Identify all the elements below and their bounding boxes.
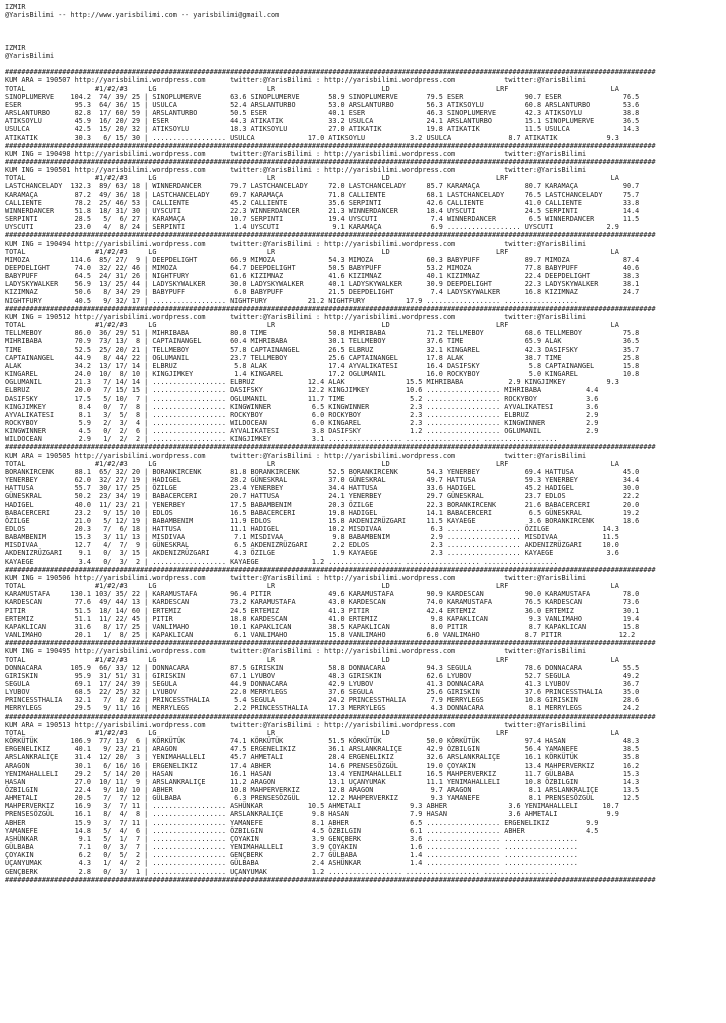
table-row: SERPINTI 28.5 5/ 6/ 27 | KARAMAÇA 10.7 SERPINTI 19.4 UYSCUTI 7.4 WINNERDANCER 6.5 WINNERDANCER 11.5 — [5, 215, 640, 224]
table-row: SINOPLUMERVE 104.2 74/ 39/ 25 | SINOPLUMERVE 63.6 SINOPLUMERVE 58.9 SINOPLUMERVE 79.5 ESER 90.7 ESER 76.5 — [5, 92, 640, 101]
race-meta-line: KUM ING = 190501 http://yarisbilimi.wordpress.com twitter:@YarisBilimi : http://yarisbilimi.wordpress.com twitter:@YarisBilimi — [5, 166, 587, 175]
table-row: PITIR 51.5 18/ 14/ 60 | ERTEMIZ 24.5 ERTEMIZ 41.3 PITIR 42.4 ERTEMIZ 36.0 ERTEMIZ 30.1 — [5, 606, 640, 615]
table-row: TIME 52.5 25/ 20/ 21 | TELLMEBOY 57.8 CAPTAINANGEL 26.5 ELBRUZ 32.1 KINGAREL 42.3 DASIFSKY 35.7 — [5, 345, 640, 354]
table-row: ÖZILGE 21.0 5/ 12/ 19 | BABAMBENIM 11.9 EDLOS 15.8 AKDENIZRÜZGARI 11.5 KAYAEGE 3.6 BORANKIRCENK 18.6 — [5, 516, 640, 525]
separator-line: ############################################################################################################################################################### — [5, 875, 656, 884]
table-row: DEEPDELIGHT 74.0 32/ 22/ 46 | MIMOZA 64.7 DEEPDELIGHT 50.5 BABYPUFF 53.2 MIMOZA 77.8 BABYPUFF 40.6 — [5, 264, 640, 272]
separator-line: ############################################################################################################################################################### — [5, 68, 656, 77]
table-row: HADIGEL 40.0 11/ 23/ 21 | YENERBEY 17.5 BABAMBENIM 20.3 ÖZILGE 22.3 BORANKIRCENK 21.6 BABACERCERI 20.0 — [5, 500, 640, 509]
table-row: GÜNESKRAL 50.2 23/ 34/ 19 | BABACERCERI 20.7 HATTUSA 24.1 YENERBEY 29.7 GÜNESKRAL 23.7 EDLOS 22.2 — [5, 492, 640, 501]
table-row: KINGAREL 24.0 10/ 8/ 10 | KINGJIMKEY 1.4 KINGAREL 17.2 OGLUMANIL 16.0 ROCKYBOY 5.0 KINGAREL 10.8 — [5, 370, 640, 379]
table-row: KIZIMNAZ 50.6 8/ 34/ 29 | BABYPUFF 6.0 BABYPUFF 21.5 DEEPDELIGHT 7.4 LADYSKYWALKER 16.8 KIZIMNAZ 24.7 — [5, 288, 640, 297]
separator-line: ############################################################################################################################################################### — [5, 304, 656, 313]
table-row: YENERBEY 62.0 32/ 27/ 19 | HADIGEL 28.2 GÜNESKRAL 37.0 GÜNESKRAL 49.7 HATTUSA 59.3 YENERBEY 34.4 — [5, 476, 640, 485]
table-row: GÜLBABA 7.1 0/ 3/ 7 | .................. YENIMAHALLELI 3.9 ÇOYAKIN 1.6 .................. .................. — [5, 843, 578, 852]
table-row: NIGHTFURY 40.5 9/ 32/ 17 | .................. NIGHTFURY 21.2 NIGHTFURY 17.9 .................. .................. — [5, 296, 578, 305]
table-row: KARAMUSTAFA 130.1 103/ 35/ 22 | KARAMUSTAFA 96.4 PITIR 49.6 KARAMUSTAFA 90.9 KARDESCAN 90.0 KARAMUSTAFA 78.0 — [5, 590, 640, 599]
table-row: ARSLANKRALIÇE 31.4 12/ 20/ 3 | YENIMAHALLELI 45.7 AHMETALI 28.4 ERGENELIKIZ 32.6 ARSLANKRALIÇE 16.1 KÖRKÜTÜK 35.8 — [5, 753, 640, 762]
table-row: KINGJIMKEY 8.4 0/ 7/ 8 | .................. KINGWINNER 6.5 KINGWINNER 2.3 .................. AYVALIKATESI 3.6 — [5, 402, 599, 411]
table-row: ROCKYBOY 5.9 2/ 3/ 4 | .................. WILDOCEAN 6.0 KINGAREL 2.3 .................. KINGWINNER 2.9 — [5, 418, 599, 427]
table-row: ARAGON 30.1 6/ 16/ 16 | ERGENELIKIZ 17.4 ABHER 14.6 PRENSESÖZGÜL 19.0 ÇOYAKIN 13.4 MAHPERVERKIZ 16.2 — [5, 761, 640, 770]
race-meta-line: KUM ARA = 190507 http://yarisbilimi.wordpress.com twitter:@YarisBilimi : http://yarisbilimi.wordpress.com twitter:@YarisBilimi — [5, 76, 587, 85]
table-row: MIHRIBABA 70.9 73/ 13/ 8 | CAPTAINANGEL 60.4 MIHRIBABA 30.1 TELLMEBOY 37.6 TIME 65.9 ALAK 36.5 — [5, 337, 640, 346]
table-header-row: TOTAL #1/#2/#3 LG LR LD LRF LA — [5, 459, 619, 468]
table-row: MIMOZA 114.6 85/ 27/ 9 | DEEPDELIGHT 66.9 MIMOZA 54.3 MIMOZA 60.3 BABYPUFF 89.7 MIMOZA 87.4 — [5, 255, 640, 264]
table-row: WILDOCEAN 2.9 1/ 2/ 2 | .................. KINGJIMKEY 3.1 .................. .................. .................. — [5, 435, 558, 444]
table-row: AYVALIKATESI 8.1 3/ 5/ 8 | .................. ROCKYBOY 6.0 ROCKYBOY 2.3 .................. ELBRUZ 2.9 — [5, 410, 599, 419]
race-meta-line: KUM ING = 190494 http://yarisbilimi.wordpress.com twitter:@YarisBilimi : http://yarisbilimi.wordpress.com twitter:@YarisBilimi — [5, 239, 587, 248]
race-meta-line: KUM ARA = 190513 http://yarisbilimi.wordpress.com twitter:@YarisBilimi : http://yarisbilimi.wordpress.com twitter:@YarisBilimi — [5, 720, 587, 729]
table-row: EDLOS 20.3 7/ 6/ 18 | HATTUSA 11.1 HADIGEL 10.2 MISDIVAA 6.3 .................. ÖZILGE 14.3 — [5, 525, 619, 533]
separator-line: ############################################################################################################################################################### — [5, 639, 656, 648]
table-header-row: TOTAL #1/#2/#3 LG LR LD LRF LA — [5, 247, 619, 256]
table-row: SEGULA 69.1 17/ 24/ 39 | SEGULA 44.9 DONNACARA 42.9 LYUBOV 41.3 DONNACARA 41.3 LYUBOV 36.7 — [5, 679, 640, 688]
separator-line: ############################################################################################################################################################### — [5, 231, 656, 240]
table-row: LASTCHANCELADY 132.3 89/ 63/ 18 | WINNERDANCER 79.7 LASTCHANCELADY 72.0 LASTCHANCELADY 85.7 KARAMAÇA 80.7 KARAMAÇA 90.7 — [5, 182, 640, 191]
table-row: YENIMAHALLELI 29.2 5/ 14/ 20 | HASAN 16.1 HASAN 13.4 YENIMAHALLELI 16.5 MAHPERVERKIZ 11.7 GÜLBABA 15.3 — [5, 769, 640, 778]
table-row: DASIFSKY 17.5 5/ 10/ 7 | .................. OGLUMANIL 11.7 TIME 5.2 .................. ROCKYBOY 3.6 — [5, 394, 599, 403]
race-meta-line: KUM ING = 190495 http://yarisbilimi.wordpress.com twitter:@YarisBilimi : http://yarisbilimi.wordpress.com twitter:@YarisBilimi — [5, 647, 587, 656]
table-row: CAPTAINANGEL 44.9 8/ 44/ 22 | OGLUMANIL 23.7 TELLMEBOY 25.6 CAPTAINANGEL 17.8 ALAK 38.7 TIME 25.8 — [5, 353, 640, 362]
table-row: KÖRKÜTÜK 106.9 77/ 13/ 6 | KÖRKÜTÜK 74.1 KÖRKÜTÜK 51.5 KÖRKÜTÜK 50.0 KÖRKÜTÜK 97.4 HASAN 48.3 — [5, 737, 640, 746]
table-row: ASHÜNKAR 9.1 5/ 1/ 7 | .................. ÇOYAKIN 3.9 GENÇBERK 3.6 .................. .................. — [5, 834, 578, 843]
table-row: KINGWINNER 4.5 0/ 2/ 6 | .................. AYVALIKATESI 3.8 DASIFSKY 1.2 .................. OGLUMANIL 2.9 — [5, 427, 599, 436]
table-header-row: TOTAL #1/#2/#3 LG LR LD LRF LA — [5, 655, 619, 664]
separator-line: ############################################################################################################################################################### — [5, 712, 656, 721]
table-row: ATIKATIK 30.3 6/ 15/ 30 | .................. USULCA 17.0 ATIKSOYLU 3.2 USULCA 8.7 ATIKATIK 9.3 — [5, 133, 619, 142]
table-row: HASAN 27.0 10/ 11/ 9 | ARSLANKRALIÇE 11.2 ARAGON 13.1 UÇANYUMAK 11.1 YENIMAHALLELI 10.8 ÖZBILGIN 14.3 — [5, 777, 640, 786]
table-row: ÇOYAKIN 6.2 0/ 5/ 2 | .................. GENÇBERK 2.7 GÜLBABA 1.4 .................. .................. — [5, 851, 578, 860]
table-row: KARAMAÇA 87.2 49/ 36/ 18 | LASTCHANCELADY 69.7 KARAMAÇA 71.8 CALLIENTE 68.1 LASTCHANCELADY 76.5 LASTCHANCELADY 75.7 — [5, 190, 640, 199]
table-header-row: TOTAL #1/#2/#3 LG LR LD LRF LA — [5, 728, 619, 737]
table-row: OGLUMANIL 21.3 7/ 14/ 14 | .................. ELBRUZ 12.4 ALAK 15.5 MIHRIBABA 2.9 KINGJIMKEY 9.3 — [5, 378, 619, 387]
table-header-row: TOTAL #1/#2/#3 LG LR LD LRF LA — [5, 582, 619, 591]
separator-line: ############################################################################################################################################################### — [5, 443, 656, 452]
separator-line: ############################################################################################################################################################### — [5, 141, 656, 150]
table-row: ERTEMIZ 51.1 11/ 22/ 45 | PITIR 18.8 KARDESCAN 41.0 ERTEMIZ 9.8 KAPAKLICAN 9.3 VANLIMAHO 19.4 — [5, 614, 640, 623]
table-row: GIRISKIN 95.9 31/ 51/ 31 | GIRISKIN 67.1 LYUBOV 48.3 GIRISKIN 62.6 LYUBOV 52.7 SEGULA 49.2 — [5, 671, 640, 680]
table-row: ERGENELIKIZ 40.1 9/ 23/ 21 | ARAGON 47.5 ERGENELIKIZ 36.1 ARSLANKRALIÇE 42.9 ÖZBILGIN 56.4 YAMANEFE 38.5 — [5, 745, 640, 754]
table-row: KAYAEGE 3.4 0/ 3/ 2 | .................. KAYAEGE 1.2 .................. .................. .................. — [5, 557, 558, 566]
table-row: YAMANEFE 14.8 5/ 4/ 6 | .................. ÖZBILGIN 4.5 ÖZBILGIN 6.1 .................. ABHER 4.5 — [5, 826, 599, 835]
table-row: UÇANYUMAK 4.3 1/ 4/ 2 | .................. GÜLBABA 2.4 ASHÜNKAR 1.4 .................. .................. — [5, 859, 578, 868]
race-sections — [5, 68, 656, 883]
table-row: CALLIENTE 78.2 25/ 46/ 53 | CALLIENTE 45.2 CALLIENTE 35.6 SERPINTI 42.6 CALLIENTE 41.0 CALLIENTE 33.8 — [5, 198, 640, 207]
table-row: MAHPERVERKIZ 16.9 3/ 7/ 11 | .................. ASHÜNKAR 10.5 AHMETALI 9.3 ABHER 3.6 YENIMAHALLELI 10.7 — [5, 802, 619, 811]
table-row: USULCA 42.5 15/ 20/ 32 | ATIKSOYLU 18.3 ATIKSOYLU 27.0 ATIKATIK 19.8 ATIKATIK 11.5 USULCA 14.3 — [5, 125, 640, 134]
table-row: BORANKIRCENK 88.1 65/ 32/ 20 | BORANKIRCENK 81.8 BORANKIRCENK 52.5 BORANKIRCENK 54.3 YENERBEY 69.4 HATTUSA 45.0 — [5, 467, 640, 476]
race-meta-line: KUM ARA = 190505 http://yarisbilimi.wordpress.com twitter:@YarisBilimi : http://yarisbilimi.wordpress.com twitter:@YarisBilimi — [5, 451, 587, 460]
table-row: BABACERCERI 23.2 9/ 15/ 10 | EDLOS 16.5 BABACERCERI 19.8 HADIGEL 14.1 BABACERCERI 6.5 GÜNESKRAL 19.2 — [5, 508, 640, 517]
table-row: AHMETALI 20.5 7/ 7/ 12 | GÜLBABA 6.3 PRENSESÖZGÜL 12.2 MAHPERVERKIZ 9.3 YAMANEFE 8.1 PRENSESÖZGÜL 12.5 — [5, 794, 640, 803]
separator-line: ############################################################################################################################################################### — [5, 565, 656, 574]
table-row: LADYSKYWALKER 56.9 13/ 25/ 44 | LADYSKYWALKER 30.0 LADYSKYWALKER 40.1 LADYSKYWALKER 30.9 DEEPDELIGHT 22.3 LADYSKYWALKER 38.1 — [5, 280, 640, 289]
table-row: ALAK 34.2 13/ 17/ 14 | ELBRUZ 5.8 ALAK 17.4 AYVALIKATESI 16.4 DASIFSKY 5.8 CAPTAINANGEL 15.8 — [5, 361, 640, 370]
separator-line: ############################################################################################################################################################### — [5, 157, 656, 166]
table-row: DONNACARA 105.9 66/ 33/ 12 | DONNACARA 87.5 GIRISKIN 58.8 DONNACARA 94.3 SEGULA 78.6 DONNACARA 55.5 — [5, 663, 640, 672]
table-row: MERRYLEGS 29.5 9/ 11/ 16 | MERRYLEGS 2.2 PRINCESSTHALIA 17.3 MERRYLEGS 4.3 DONNACARA 8.1 MERRYLEGS 24.2 — [5, 704, 640, 713]
table-row: ELBRUZ 20.0 7/ 15/ 15 | .................. DASIFSKY 12.2 KINGJIMKEY 10.6 .................. MIHRIBABA 4.4 — [5, 386, 599, 395]
table-row: PRENSESÖZGÜL 16.1 8/ 4/ 8 | .................. ARSLANKRALIÇE 9.8 HASAN 7.9 HASAN 3.6 AHMETALI 9.9 — [5, 810, 619, 819]
table-row: LYUBOV 68.5 22/ 25/ 32 | LYUBOV 22.0 MERRYLEGS 37.6 SEGULA 25.6 GIRISKIN 37.6 PRINCESSTHALIA 35.0 — [5, 688, 640, 697]
table-row: VANLIMAHO 20.1 1/ 8/ 25 | KAPAKLICAN 6.1 VANLIMAHO 15.8 VANLIMAHO 6.0 VANLIMAHO 8.7 PITIR 12.2 — [5, 631, 636, 640]
table-row: WINNERDANCER 51.8 18/ 31/ 30 | UYSCUTI 22.3 WINNERDANCER 21.3 WINNERDANCER 18.4 UYSCUTI 24.5 SERPINTI 14.4 — [5, 206, 640, 215]
table-row: ABHER 15.9 3/ 7/ 11 | .................. YAMANEFE 8.1 ABHER 6.5 .................. ERGENELIKIZ 9.9 — [5, 818, 599, 827]
table-row: MISDIVAA 12.7 4/ 7/ 9 | GÜNESKRAL 6.5 AKDENIZRÜZGARI 2.2 EDLOS 2.3 .................. AKDENIZRÜZGARI 10.0 — [5, 541, 619, 550]
table-header-row: TOTAL #1/#2/#3 LG LR LD LRF LA — [5, 84, 619, 93]
table-row: TELLMEBOY 86.0 36/ 29/ 51 | MIHRIBABA 80.0 TIME 50.8 MIHRIBABA 71.2 TELLMEBOY 68.6 TELLMEBOY 75.8 — [5, 329, 640, 338]
table-row: KAPAKLICAN 31.6 8/ 17/ 25 | VANLIMAHO 10.1 KAPAKLICAN 38.5 KAPAKLICAN 8.0 PITIR 8.7 KAPAKLICAN 15.8 — [5, 622, 640, 631]
table-row: ÖZBILGIN 22.4 9/ 10/ 10 | ABHER 10.8 MAHPERVERKIZ 12.8 ARAGON 9.7 ARAGON 8.1 ARSLANKRALIÇE 13.5 — [5, 786, 640, 794]
table-row: ESER 95.3 64/ 36/ 15 | USULCA 52.4 ARSLANTURBO 53.0 ARSLANTURBO 56.3 ATIKSOYLU 60.8 ARSLANTURBO 53.6 — [5, 100, 640, 109]
table-row: HATTUSA 55.7 30/ 17/ 25 | ÖZILGE 23.4 YENERBEY 34.4 HATTUSA 33.6 HADIGEL 45.2 HADIGEL 30.0 — [5, 484, 640, 493]
race-meta-line: KUM ING = 190506 http://yarisbilimi.wordpress.com twitter:@YarisBilimi : http://yarisbilimi.wordpress.com twitter:@YarisBilimi — [5, 573, 587, 582]
table-row: PRINCESSTHALIA 32.1 7/ 8/ 22 | PRINCESSTHALIA 5.4 SEGULA 24.2 PRINCESSTHALIA 7.9 MERRYLEGS 10.8 GIRISKIN 28.6 — [5, 696, 640, 705]
table-row: KARDESCAN 77.6 49/ 44/ 13 | KARDESCAN 73.2 KARAMUSTAFA 43.0 KARDESCAN 74.0 KARAMUSTAFA 76.5 KARDESCAN 73.6 — [5, 598, 640, 607]
race-meta-line: KUM ING = 190512 http://yarisbilimi.wordpress.com twitter:@YarisBilimi : http://yarisbilimi.wordpress.com twitter:@YarisBilimi — [5, 312, 587, 321]
table-row: ARSLANTURBO 82.8 17/ 60/ 59 | ARSLANTURBO 50.5 ESER 40.1 ESER 46.3 SINOPLUMERVE 42.3 ATIKSOYLU 38.8 — [5, 109, 640, 118]
table-header-row: TOTAL #1/#2/#3 LG LR LD LRF LA — [5, 321, 619, 330]
table-row: UYSCUTI 23.0 4/ 8/ 24 | SERPINTI 1.4 UYSCUTI 9.1 KARAMAÇA 6.9 .................. UYSCUTI 2.9 — [5, 223, 619, 232]
table-row: GENÇBERK 2.8 0/ 3/ 1 | .................. UÇANYUMAK 1.2 .................. .................. .................. — [5, 867, 558, 876]
page-header: IZMIR @YarisBilimi -- http://www.yarisbilimi.com -- yarisbilimi@gmail.com IZMIR @YarisBilimi — [5, 3, 280, 60]
table-row: AKDENIZRÜZGARI 9.1 0/ 3/ 15 | AKDENIZRÜZGARI 4.3 ÖZILGE 1.9 KAYAEGE 2.3 .................. KAYAEGE 3.6 — [5, 549, 619, 558]
table-row: BABAMBENIM 15.3 3/ 11/ 13 | MISDIVAA 7.1 MISDIVAA 9.8 BABAMBENIM 2.9 .................. MISDIVAA 11.5 — [5, 533, 619, 542]
race-meta-line: KUM ING = 190498 http://yarisbilimi.wordpress.com twitter:@YarisBilimi : http://yarisbilimi.wordpress.com twitter:@YarisBilimi — [5, 149, 587, 158]
table-row: ATIKSOYLU 45.9 16/ 20/ 29 | ESER 44.3 ATIKATIK 33.2 USULCA 24.1 ARSLANTURBO 15.1 SINOPLUMERVE 36.5 — [5, 117, 640, 126]
table-row: BABYPUFF 64.5 24/ 31/ 26 | NIGHTFURY 61.6 KIZIMNAZ 41.6 KIZIMNAZ 40.1 KIZIMNAZ 22.4 DEEPDELIGHT 38.3 — [5, 272, 640, 281]
table-header-row: TOTAL #1/#2/#3 LG LR LD LRF LA — [5, 174, 619, 183]
